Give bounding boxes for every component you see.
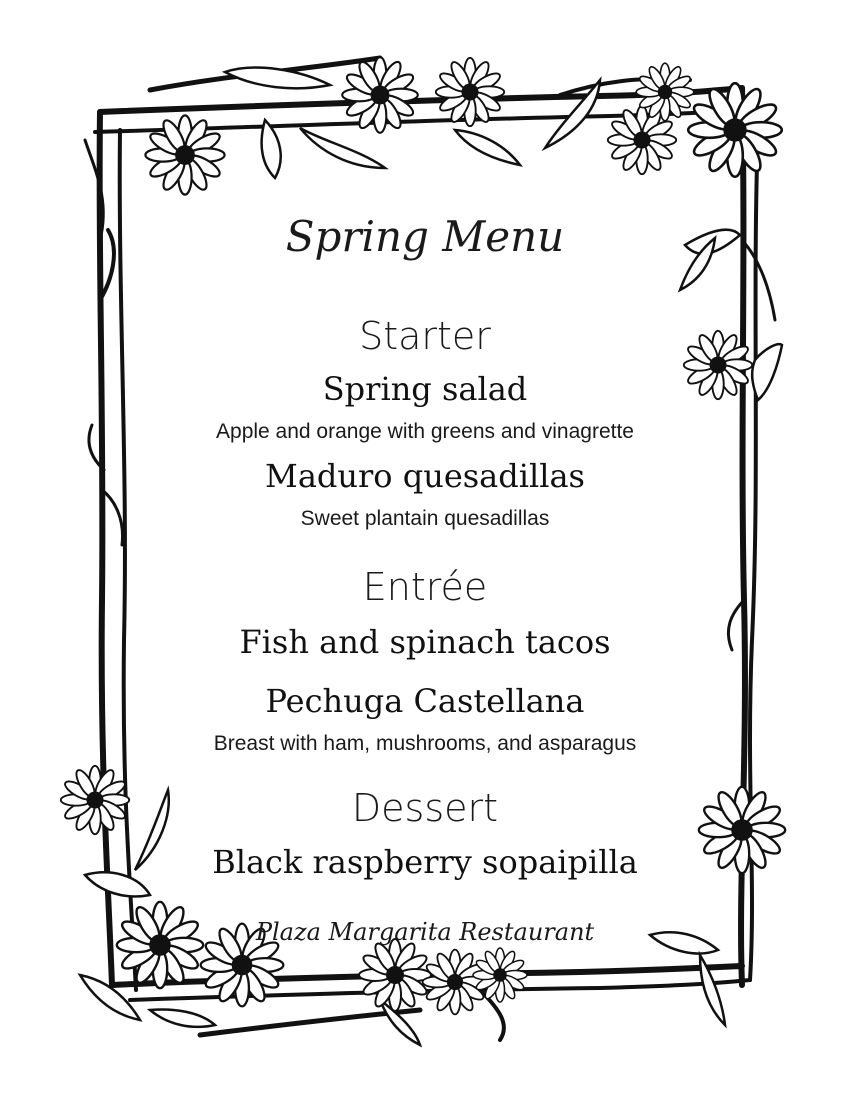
restaurant-name-footer: Plaza Margarita Restaurant [255, 918, 595, 946]
menu-item-sopaipilla: Black raspberry sopaipilla [212, 843, 638, 881]
menu-item-description: Sweet plantain quesadillas [300, 507, 550, 530]
menu-item-pechuga-castellana: Pechuga Castellana [265, 682, 585, 720]
section-heading-starter: Starter [359, 314, 491, 358]
menu-title: Spring Menu [285, 212, 565, 261]
section-heading-entree: Entrée [362, 565, 488, 609]
menu-item-description: Breast with ham, mushrooms, and asparagus [213, 732, 637, 755]
menu-item-fish-tacos: Fish and spinach tacos [239, 623, 611, 661]
menu-item-spring-salad: Spring salad [322, 370, 528, 408]
section-heading-dessert: Dessert [351, 786, 499, 830]
menu-item-maduro-quesadillas: Maduro quesadillas [265, 457, 585, 495]
menu-item-description: Apple and orange with greens and vinagrette [216, 420, 634, 443]
